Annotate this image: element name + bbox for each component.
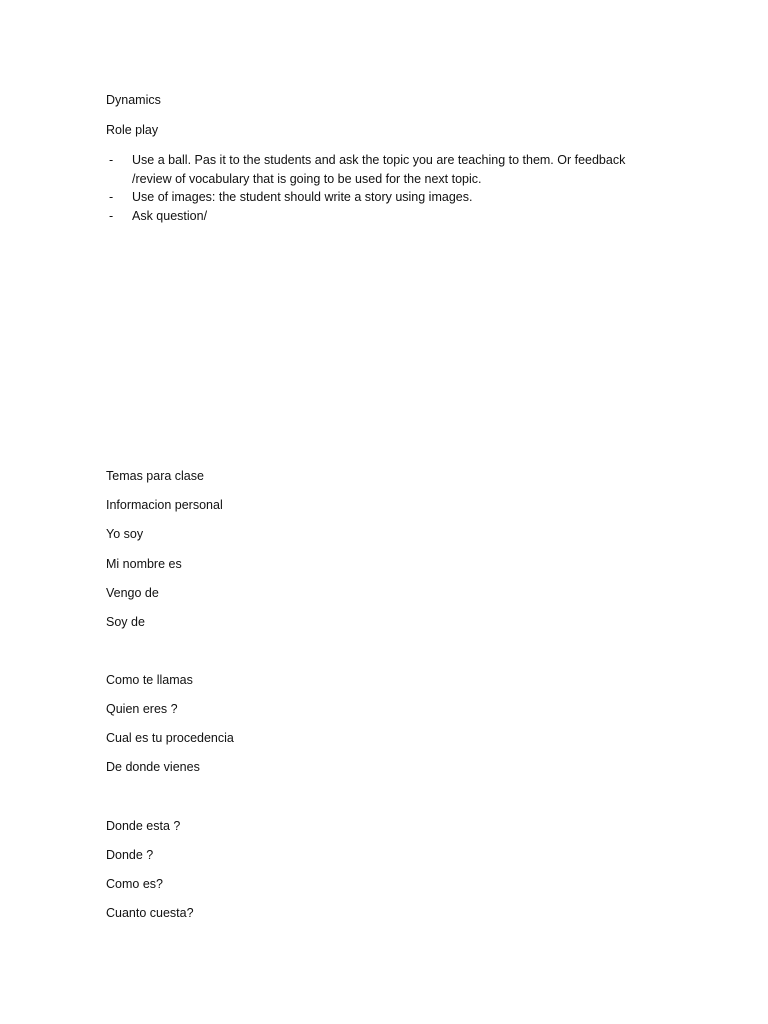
bullet-text: Use a ball. Pas it to the students and ask the topic you are teaching to them. Or feedback /review of vocabulary that is going to be used for the next topic. bbox=[132, 153, 626, 186]
document-heading: Dynamics bbox=[106, 93, 161, 107]
question-line: Como es? bbox=[106, 877, 163, 891]
topic-title: Temas para clase bbox=[106, 469, 204, 483]
bullet-text: Ask question/ bbox=[132, 208, 208, 223]
question-line: Cuanto cuesta? bbox=[106, 906, 194, 920]
topic-line: Informacion personal bbox=[106, 498, 223, 512]
bullet-marker: - bbox=[109, 153, 114, 167]
question-line: Quien eres ? bbox=[106, 702, 178, 716]
bullet-marker: - bbox=[109, 208, 114, 223]
document-subheading: Role play bbox=[106, 123, 159, 137]
bullet-marker: - bbox=[109, 190, 114, 204]
bullet-text: Use of images: the student should write a story using images. bbox=[132, 190, 473, 204]
bullet-item bbox=[106, 207, 646, 226]
bullet-item bbox=[106, 188, 646, 207]
topic-line: Mi nombre es bbox=[106, 557, 182, 571]
bullet-item bbox=[106, 151, 646, 188]
bullet-list bbox=[106, 151, 646, 225]
topic-line: Vengo de bbox=[106, 586, 159, 600]
question-line: De donde vienes bbox=[106, 760, 200, 774]
question-line: Donde ? bbox=[106, 848, 154, 862]
topic-line: Soy de bbox=[106, 615, 145, 629]
topic-line: Yo soy bbox=[106, 527, 144, 541]
question-line: Como te llamas bbox=[106, 673, 193, 687]
question-line: Donde esta ? bbox=[106, 819, 181, 833]
question-line: Cual es tu procedencia bbox=[106, 731, 234, 745]
